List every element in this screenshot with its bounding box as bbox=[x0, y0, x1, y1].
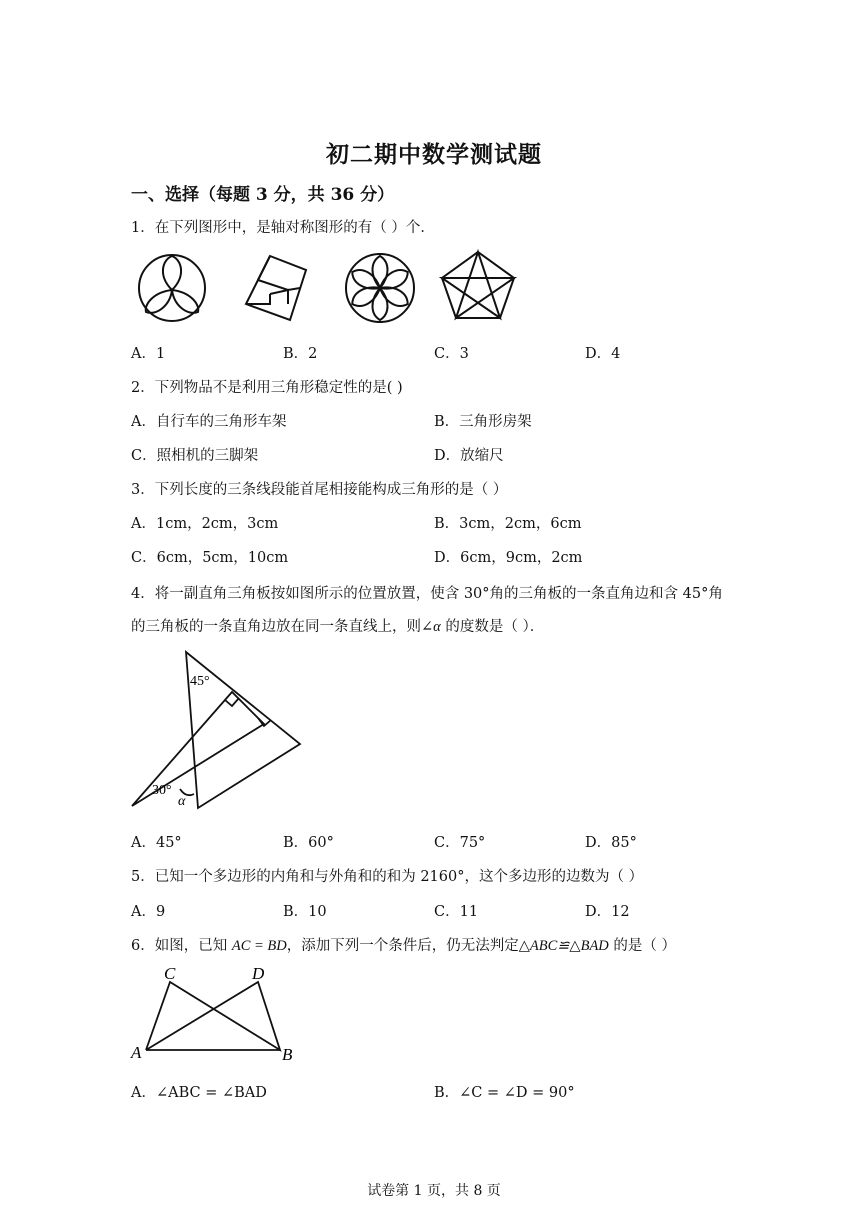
q5-option-a[interactable]: A．9 bbox=[131, 904, 166, 920]
q4-option-b[interactable]: B．60° bbox=[283, 835, 334, 851]
q1-option-b[interactable]: B．2 bbox=[283, 346, 318, 362]
figure-square-pinwheel bbox=[246, 256, 306, 320]
q1-option-d[interactable]: D．4 bbox=[585, 346, 621, 362]
label-30: 30° bbox=[152, 783, 172, 798]
question-6-figure bbox=[128, 962, 304, 1066]
q2-option-b[interactable]: B．三角形房架 bbox=[434, 414, 532, 430]
q5-option-b[interactable]: B．10 bbox=[283, 904, 327, 920]
section-heading: 一、选择（每题 3 分，共 36 分） bbox=[131, 185, 395, 205]
question-4-stem-line2: 的三角板的一条直角边放在同一条直线上，则∠α 的度数是（ ）． bbox=[131, 619, 545, 635]
q3-option-a[interactable]: A．1cm，2cm，3cm bbox=[131, 516, 279, 532]
question-5-stem: 5．已知一个多边形的内角和与外角和的和为 2160°，这个多边形的边数为（ ） bbox=[131, 869, 644, 885]
quadrilateral-lines bbox=[146, 982, 280, 1050]
q3-option-c[interactable]: C．6cm，5cm，10cm bbox=[131, 550, 289, 566]
q4-option-a[interactable]: A．45° bbox=[131, 835, 182, 851]
question-4-stem-line1: 4．将一副直角三角板按如图所示的位置放置，使含 30°角的三角板的一条直角边和含 45°角 bbox=[131, 586, 723, 602]
figure-pentagon-star bbox=[442, 252, 514, 318]
q4-option-c[interactable]: C．75° bbox=[434, 835, 486, 851]
q2-option-c[interactable]: C．照相机的三脚架 bbox=[131, 448, 259, 464]
q5-option-c[interactable]: C．11 bbox=[434, 904, 479, 920]
question-2-stem: 2．下列物品不是利用三角形稳定性的是( ) bbox=[131, 380, 403, 396]
question-1-figures bbox=[128, 246, 538, 328]
q4-option-d[interactable]: D．85° bbox=[585, 835, 637, 851]
label-alpha: α bbox=[178, 794, 186, 809]
page-footer: 试卷第 1 页，共 8 页 bbox=[367, 1183, 501, 1199]
right-angle-mark-1 bbox=[225, 698, 239, 706]
q1-option-a[interactable]: A．1 bbox=[131, 346, 166, 362]
figure-flower-circle bbox=[346, 254, 414, 322]
q3-option-b[interactable]: B．3cm，2cm，6cm bbox=[434, 516, 582, 532]
label-c: C bbox=[164, 964, 176, 983]
page-title: 初二期中数学测试题 bbox=[326, 141, 542, 168]
figure-trefoil-circle bbox=[139, 255, 205, 321]
label-d: D bbox=[252, 964, 265, 983]
question-1-stem: 1．在下列图形中，是轴对称图形的有（ ）个． bbox=[131, 220, 435, 236]
label-45: 45° bbox=[190, 674, 210, 689]
q2-option-d[interactable]: D．放缩尺 bbox=[434, 448, 504, 464]
label-a: A bbox=[131, 1043, 142, 1062]
q6-option-a[interactable]: A．∠ABC = ∠BAD bbox=[131, 1085, 267, 1101]
q1-option-c[interactable]: C．3 bbox=[434, 346, 469, 362]
q5-option-d[interactable]: D．12 bbox=[585, 904, 630, 920]
question-4-figure bbox=[128, 648, 308, 814]
label-b: B bbox=[282, 1045, 293, 1064]
question-6-stem: 6．如图，已知 AC = BD，添加下列一个条件后，仍无法判定△ABC≌△BAD 的是（ ） bbox=[131, 938, 676, 954]
question-3-stem: 3．下列长度的三条线段能首尾相接能构成三角形的是（ ） bbox=[131, 482, 508, 498]
q6-option-b[interactable]: B．∠C = ∠D = 90° bbox=[434, 1085, 575, 1101]
q2-option-a[interactable]: A．自行车的三角形车架 bbox=[131, 414, 287, 430]
q3-option-d[interactable]: D．6cm，9cm，2cm bbox=[434, 550, 583, 566]
